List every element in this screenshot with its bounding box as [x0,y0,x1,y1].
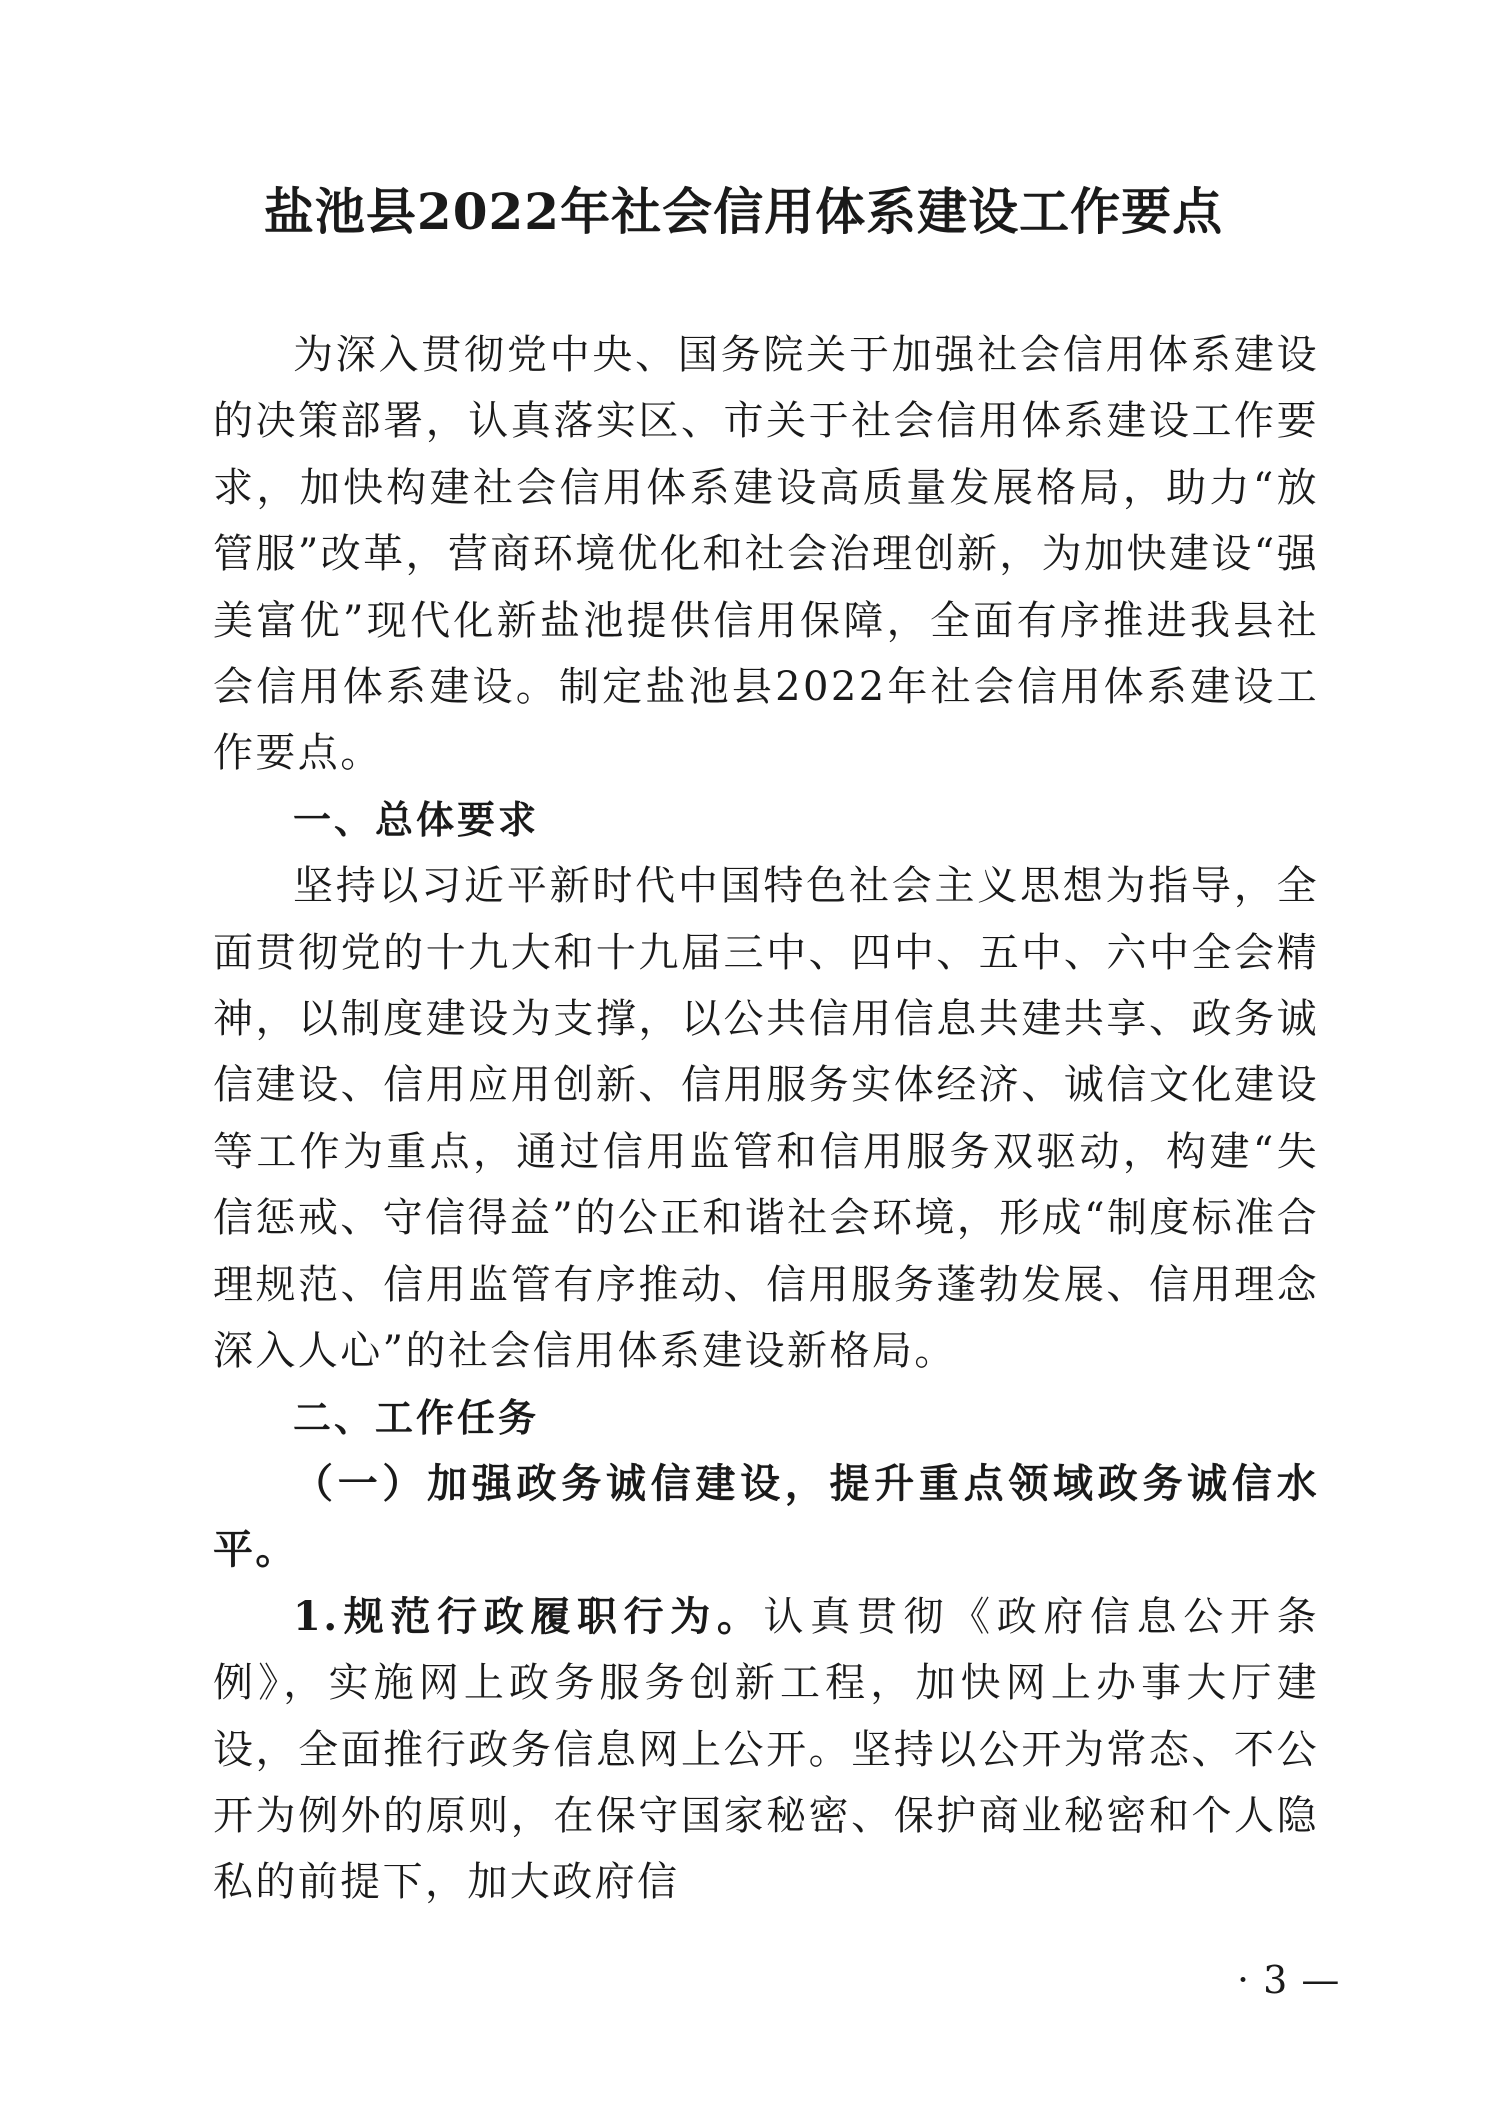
section-heading-work-tasks: 二、工作任务 [293,1395,540,1440]
item-body: 认真贯彻《政府信息公开条例》，实施网上政务服务创新工程，加快网上办事大厅建设，全面推行政务信息网上公开。坚持以公开为常态、不公开为例外的原则，在保守国家秘密、保护商业秘密和个人隐私的前提下，加大政府信 [213,1593,1319,1906]
document-title: 盐池县2022年社会信用体系建设工作要点 [263,182,1224,241]
intro-paragraph: 为深入贯彻党中央、国务院关于加强社会信用体系建设的决策部署，认真落实区、市关于社会信用体系建设工作要求，加快构建社会信用体系建设高质量发展格局，助力“放管服”改革，营商环境优化和社会治理创新，为加快建设“强美富优”现代化新盐池提供信用保障，全面有序推进我县社会信用体系建设。制定盐池县2022年社会信用体系建设工作要点。 [213,332,1319,777]
general-requirements-paragraph: 坚持以习近平新时代中国特色社会主义思想为指导，全面贯彻党的十九大和十九届三中、四中、五中、六中全会精神，以制度建设为支撑，以公共信用信息共建共享、政务诚信建设、信用应用创新、信用服务实体经济、诚信文化建设等工作为重点，通过信用监管和信用服务双驱动，构建“失信惩戒、守信得益”的公正和谐社会环境，形成“制度标准合理规范、信用监管有序推动、信用服务蓬勃发展、信用理念深入人心”的社会信用体系建设新格局。 [213,863,1319,1375]
item-paragraph-administrative-conduct [213,1584,1319,1916]
document-body [213,322,1319,1916]
section-heading-general-requirements: 一、总体要求 [293,797,540,842]
subsection-heading-government-integrity: （一）加强政务诚信建设，提升重点领域政务诚信水平。 [213,1459,1319,1574]
item-lead: 1.规范行政履职行为。 [293,1592,764,1640]
page-number: · 3 — [1237,1958,1341,2002]
